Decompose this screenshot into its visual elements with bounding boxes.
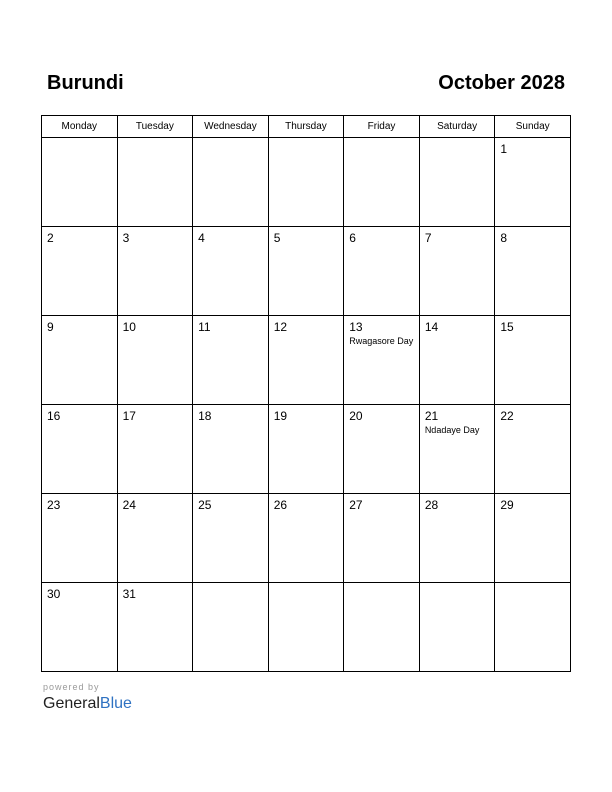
day-cell: [495, 583, 571, 672]
brand-blue-text: Blue: [99, 695, 132, 712]
day-number: 14: [424, 320, 439, 334]
day-cell: [495, 138, 571, 227]
day-number: 3: [122, 231, 130, 245]
day-number: 21: [424, 409, 439, 423]
day-cell: [268, 494, 344, 583]
day-number: 13: [349, 320, 363, 334]
day-number: [344, 583, 419, 587]
day-number: 30: [47, 587, 61, 601]
day-cell: [344, 494, 420, 583]
day-cell: [495, 316, 571, 405]
day-number: 16: [47, 409, 61, 423]
day-number: [344, 138, 419, 142]
day-cell: [344, 583, 420, 672]
day-cell: [268, 583, 344, 672]
day-cell: [193, 227, 269, 316]
day-number: [193, 138, 268, 142]
day-number: 4: [198, 231, 205, 245]
day-number: 6: [349, 231, 356, 245]
day-number: 2: [47, 231, 54, 245]
day-number: 9: [47, 320, 54, 334]
weekday-wednesday: Wednesday: [193, 116, 269, 138]
weekday-sunday: Sunday: [495, 116, 571, 138]
day-cell: [495, 494, 571, 583]
week-row: [42, 227, 571, 316]
week-row: [42, 138, 571, 227]
day-cell: [344, 405, 420, 494]
day-number: 1: [500, 142, 508, 156]
day-number: [420, 583, 495, 587]
calendar-header: [41, 70, 571, 100]
day-number: 31: [122, 587, 136, 601]
day-cell: [268, 138, 344, 227]
day-number: 7: [424, 231, 432, 245]
day-cell: [419, 405, 495, 494]
day-cell: [419, 227, 495, 316]
day-cell: [419, 494, 495, 583]
day-number: 29: [500, 498, 514, 512]
month-title: October 2028: [438, 72, 565, 94]
day-cell: [193, 138, 269, 227]
day-number: 17: [122, 409, 136, 423]
day-cell: [117, 316, 193, 405]
day-cell: [42, 494, 118, 583]
day-number: 18: [198, 409, 212, 423]
day-number: [269, 583, 344, 587]
day-cell: [42, 316, 118, 405]
day-cell: [344, 138, 420, 227]
day-cell: [42, 405, 118, 494]
day-cell: [495, 405, 571, 494]
day-cell: [117, 227, 193, 316]
brand-general-text: General: [43, 695, 100, 712]
day-cell: [268, 316, 344, 405]
weekday-monday: Monday: [42, 116, 118, 138]
holiday-label: Ndadaye Day: [424, 425, 480, 435]
weekday-saturday: Saturday: [419, 116, 495, 138]
day-cell: [419, 138, 495, 227]
day-cell: [193, 405, 269, 494]
day-cell: [193, 583, 269, 672]
day-number: 5: [273, 231, 281, 245]
week-row: [42, 494, 571, 583]
day-cell: [117, 494, 193, 583]
day-cell: [495, 227, 571, 316]
week-row: [42, 405, 571, 494]
footer-branding: [43, 682, 132, 714]
day-number: 11: [198, 320, 211, 334]
day-number: 22: [500, 409, 514, 423]
day-number: 12: [273, 320, 288, 334]
day-number: 15: [500, 320, 514, 334]
day-number: 23: [47, 498, 61, 512]
powered-by-text: powered by: [43, 682, 100, 692]
day-number: 19: [273, 409, 288, 423]
day-number: [420, 138, 495, 142]
generalblue-logo[interactable]: [43, 694, 132, 714]
day-cell: [117, 405, 193, 494]
day-cell: [42, 227, 118, 316]
day-cell: [419, 583, 495, 672]
weekday-header-row: [42, 116, 571, 138]
day-cell: [42, 583, 118, 672]
day-number: 28: [424, 498, 439, 512]
holiday-label: Rwagasore Day: [349, 336, 414, 346]
day-number: 20: [349, 409, 363, 423]
week-row: [42, 316, 571, 405]
day-number: 8: [500, 231, 508, 245]
week-row: [42, 583, 571, 672]
day-number: 10: [122, 320, 136, 334]
day-number: [118, 138, 193, 142]
day-number: 26: [273, 498, 288, 512]
day-cell: [344, 316, 420, 405]
day-number: 25: [198, 498, 212, 512]
weekday-tuesday: Tuesday: [117, 116, 193, 138]
country-title: Burundi: [47, 72, 124, 94]
day-number: [495, 583, 570, 587]
day-number: [269, 138, 344, 142]
calendar-grid: [41, 115, 571, 672]
day-number: 27: [349, 498, 363, 512]
day-cell: [193, 316, 269, 405]
day-number: 24: [122, 498, 136, 512]
day-number: [42, 138, 117, 142]
day-cell: [117, 138, 193, 227]
day-cell: [268, 405, 344, 494]
day-cell: [419, 316, 495, 405]
weekday-thursday: Thursday: [268, 116, 344, 138]
day-number: [193, 583, 268, 587]
day-cell: [117, 583, 193, 672]
weekday-friday: Friday: [344, 116, 420, 138]
day-cell: [344, 227, 420, 316]
day-cell: [193, 494, 269, 583]
day-cell: [42, 138, 118, 227]
day-cell: [268, 227, 344, 316]
